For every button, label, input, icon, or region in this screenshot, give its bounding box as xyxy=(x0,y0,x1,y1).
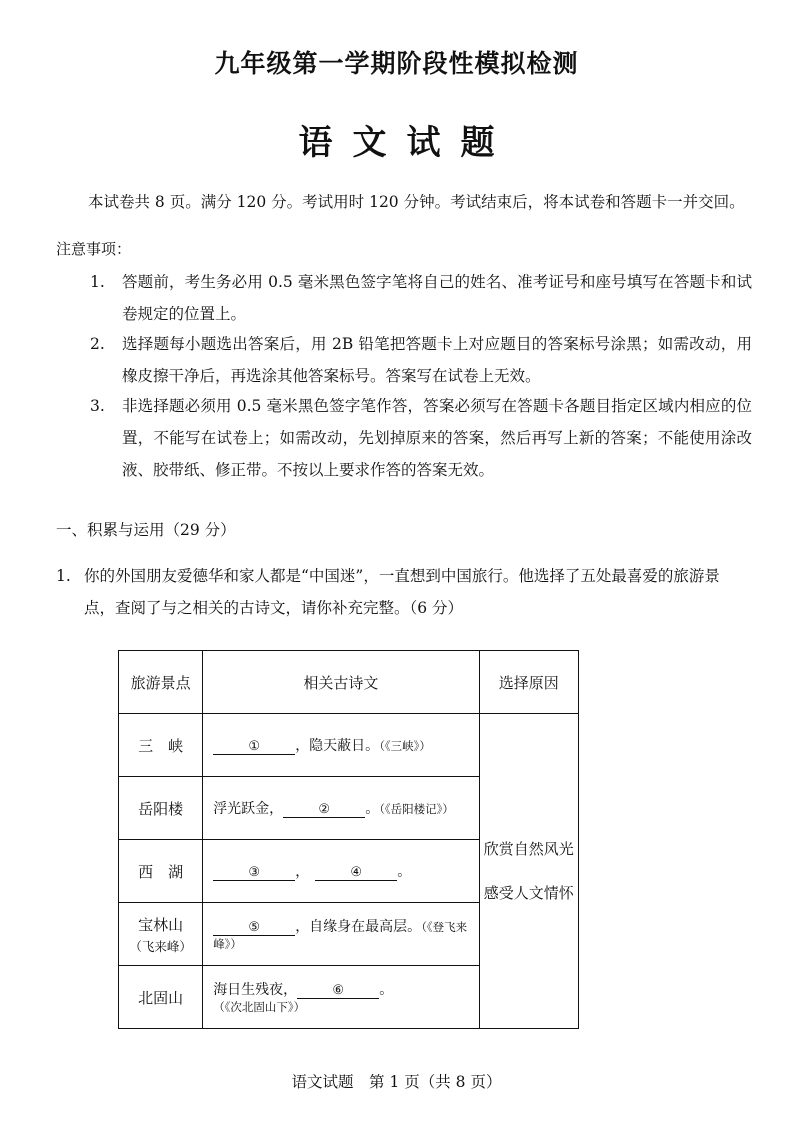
poem-cell xyxy=(203,777,479,840)
place-cell xyxy=(119,840,203,903)
header-reason: 选择原因 xyxy=(479,651,579,714)
fill-blank[interactable]: ⑤ xyxy=(213,920,295,936)
exam-title: 九年级第一学期阶段性模拟检测 xyxy=(214,49,579,78)
notice-title: 注意事项： xyxy=(56,240,132,258)
place-name: 西 湖 xyxy=(138,862,184,881)
poem-source: （《次北固山下》） xyxy=(213,1000,306,1014)
fill-blank[interactable]: ③ xyxy=(213,865,295,881)
question-text: 你的外国朋友爱德华和家人都是“中国迷”，一直想到中国旅行。他选择了五处最喜爱的旅游景点，查阅了与之相关的古诗文，请你补充完整。（6 分） xyxy=(84,567,720,617)
poem-text: ，隐天蔽日。 xyxy=(295,738,380,754)
poem-cell xyxy=(203,903,479,966)
poem-text: ， xyxy=(295,864,310,880)
table-row xyxy=(119,714,579,777)
place-cell xyxy=(119,966,203,1029)
reason-line: 感受人文情怀 xyxy=(483,884,574,902)
fill-blank[interactable]: ④ xyxy=(315,865,397,881)
notice-item xyxy=(90,266,750,330)
notice-item-text: 非选择题必须用 0.5 毫米黑色签字笔作答，答案必须写在答题卡各题目指定区域内相应的位置，不能写在试卷上；如需改动，先划掉原来的答案，然后再写上新的答案；不能使用涂改液、胶带纸、修正带。不按以上要求作答的答案无效。 xyxy=(122,397,752,479)
page-footer: 语文试题 第 1 页（共 8 页） xyxy=(291,1073,502,1091)
poem-source: （《三峡》） xyxy=(379,739,431,753)
section-heading: 一、积累与运用（29 分） xyxy=(56,521,236,539)
place-cell xyxy=(119,903,203,966)
question-number: 1. xyxy=(56,567,71,585)
place-name: 岳阳楼 xyxy=(138,799,184,818)
poem-text: 。 xyxy=(397,864,412,880)
reason-cell xyxy=(479,714,579,1029)
header-place: 旅游景点 xyxy=(119,651,203,714)
fill-blank[interactable]: ② xyxy=(283,802,365,818)
place-name: 北固山 xyxy=(138,988,184,1007)
poem-cell xyxy=(203,840,479,903)
poem-text: 。 xyxy=(379,982,394,998)
place-subname: （飞来峰） xyxy=(129,938,192,954)
poetry-table xyxy=(118,650,579,1029)
fill-blank[interactable]: ⑥ xyxy=(297,983,379,999)
reason-line: 欣赏自然风光 xyxy=(483,840,574,858)
notice-item-number: 1. xyxy=(90,273,105,291)
place-name: 宝林山 xyxy=(138,915,184,934)
poem-source: （《登飞来峰》） xyxy=(213,920,468,951)
exam-intro: 本试卷共 8 页。满分 120 分。考试用时 120 分钟。考试结束后，将本试卷和答题卡一并交回。 xyxy=(88,193,745,211)
poem-text: ，自缘身在最高层。 xyxy=(295,919,422,935)
notice-item xyxy=(90,390,750,486)
header-poem: 相关古诗文 xyxy=(203,651,479,714)
poem-text: 海日生残夜， xyxy=(213,982,298,998)
poem-cell xyxy=(203,966,479,1029)
place-cell xyxy=(119,777,203,840)
place-cell xyxy=(119,714,203,777)
poem-text: 。 xyxy=(365,801,380,817)
notice-item-text: 答题前，考生务必用 0.5 毫米黑色签字笔将自己的姓名、准考证号和座号填写在答题卡和试卷规定的位置上。 xyxy=(122,273,752,323)
fill-blank[interactable]: ① xyxy=(213,739,295,755)
poem-text: 浮光跃金， xyxy=(213,801,284,817)
place-name: 三 峡 xyxy=(138,736,184,755)
table-header-row xyxy=(119,651,579,714)
notice-item-text: 选择题每小题选出答案后，用 2B 铅笔把答题卡上对应题目的答案标号涂黑；如需改动，用橡皮擦干净后，再选涂其他答案标号。答案写在试卷上无效。 xyxy=(122,335,752,385)
notice-item-number: 3. xyxy=(90,397,105,415)
notice-item-number: 2. xyxy=(90,335,105,353)
subject-title: 语文试题 xyxy=(298,123,515,163)
poem-source: （《岳阳楼记》） xyxy=(379,802,454,816)
notice-item xyxy=(90,328,750,392)
poem-cell xyxy=(203,714,479,777)
